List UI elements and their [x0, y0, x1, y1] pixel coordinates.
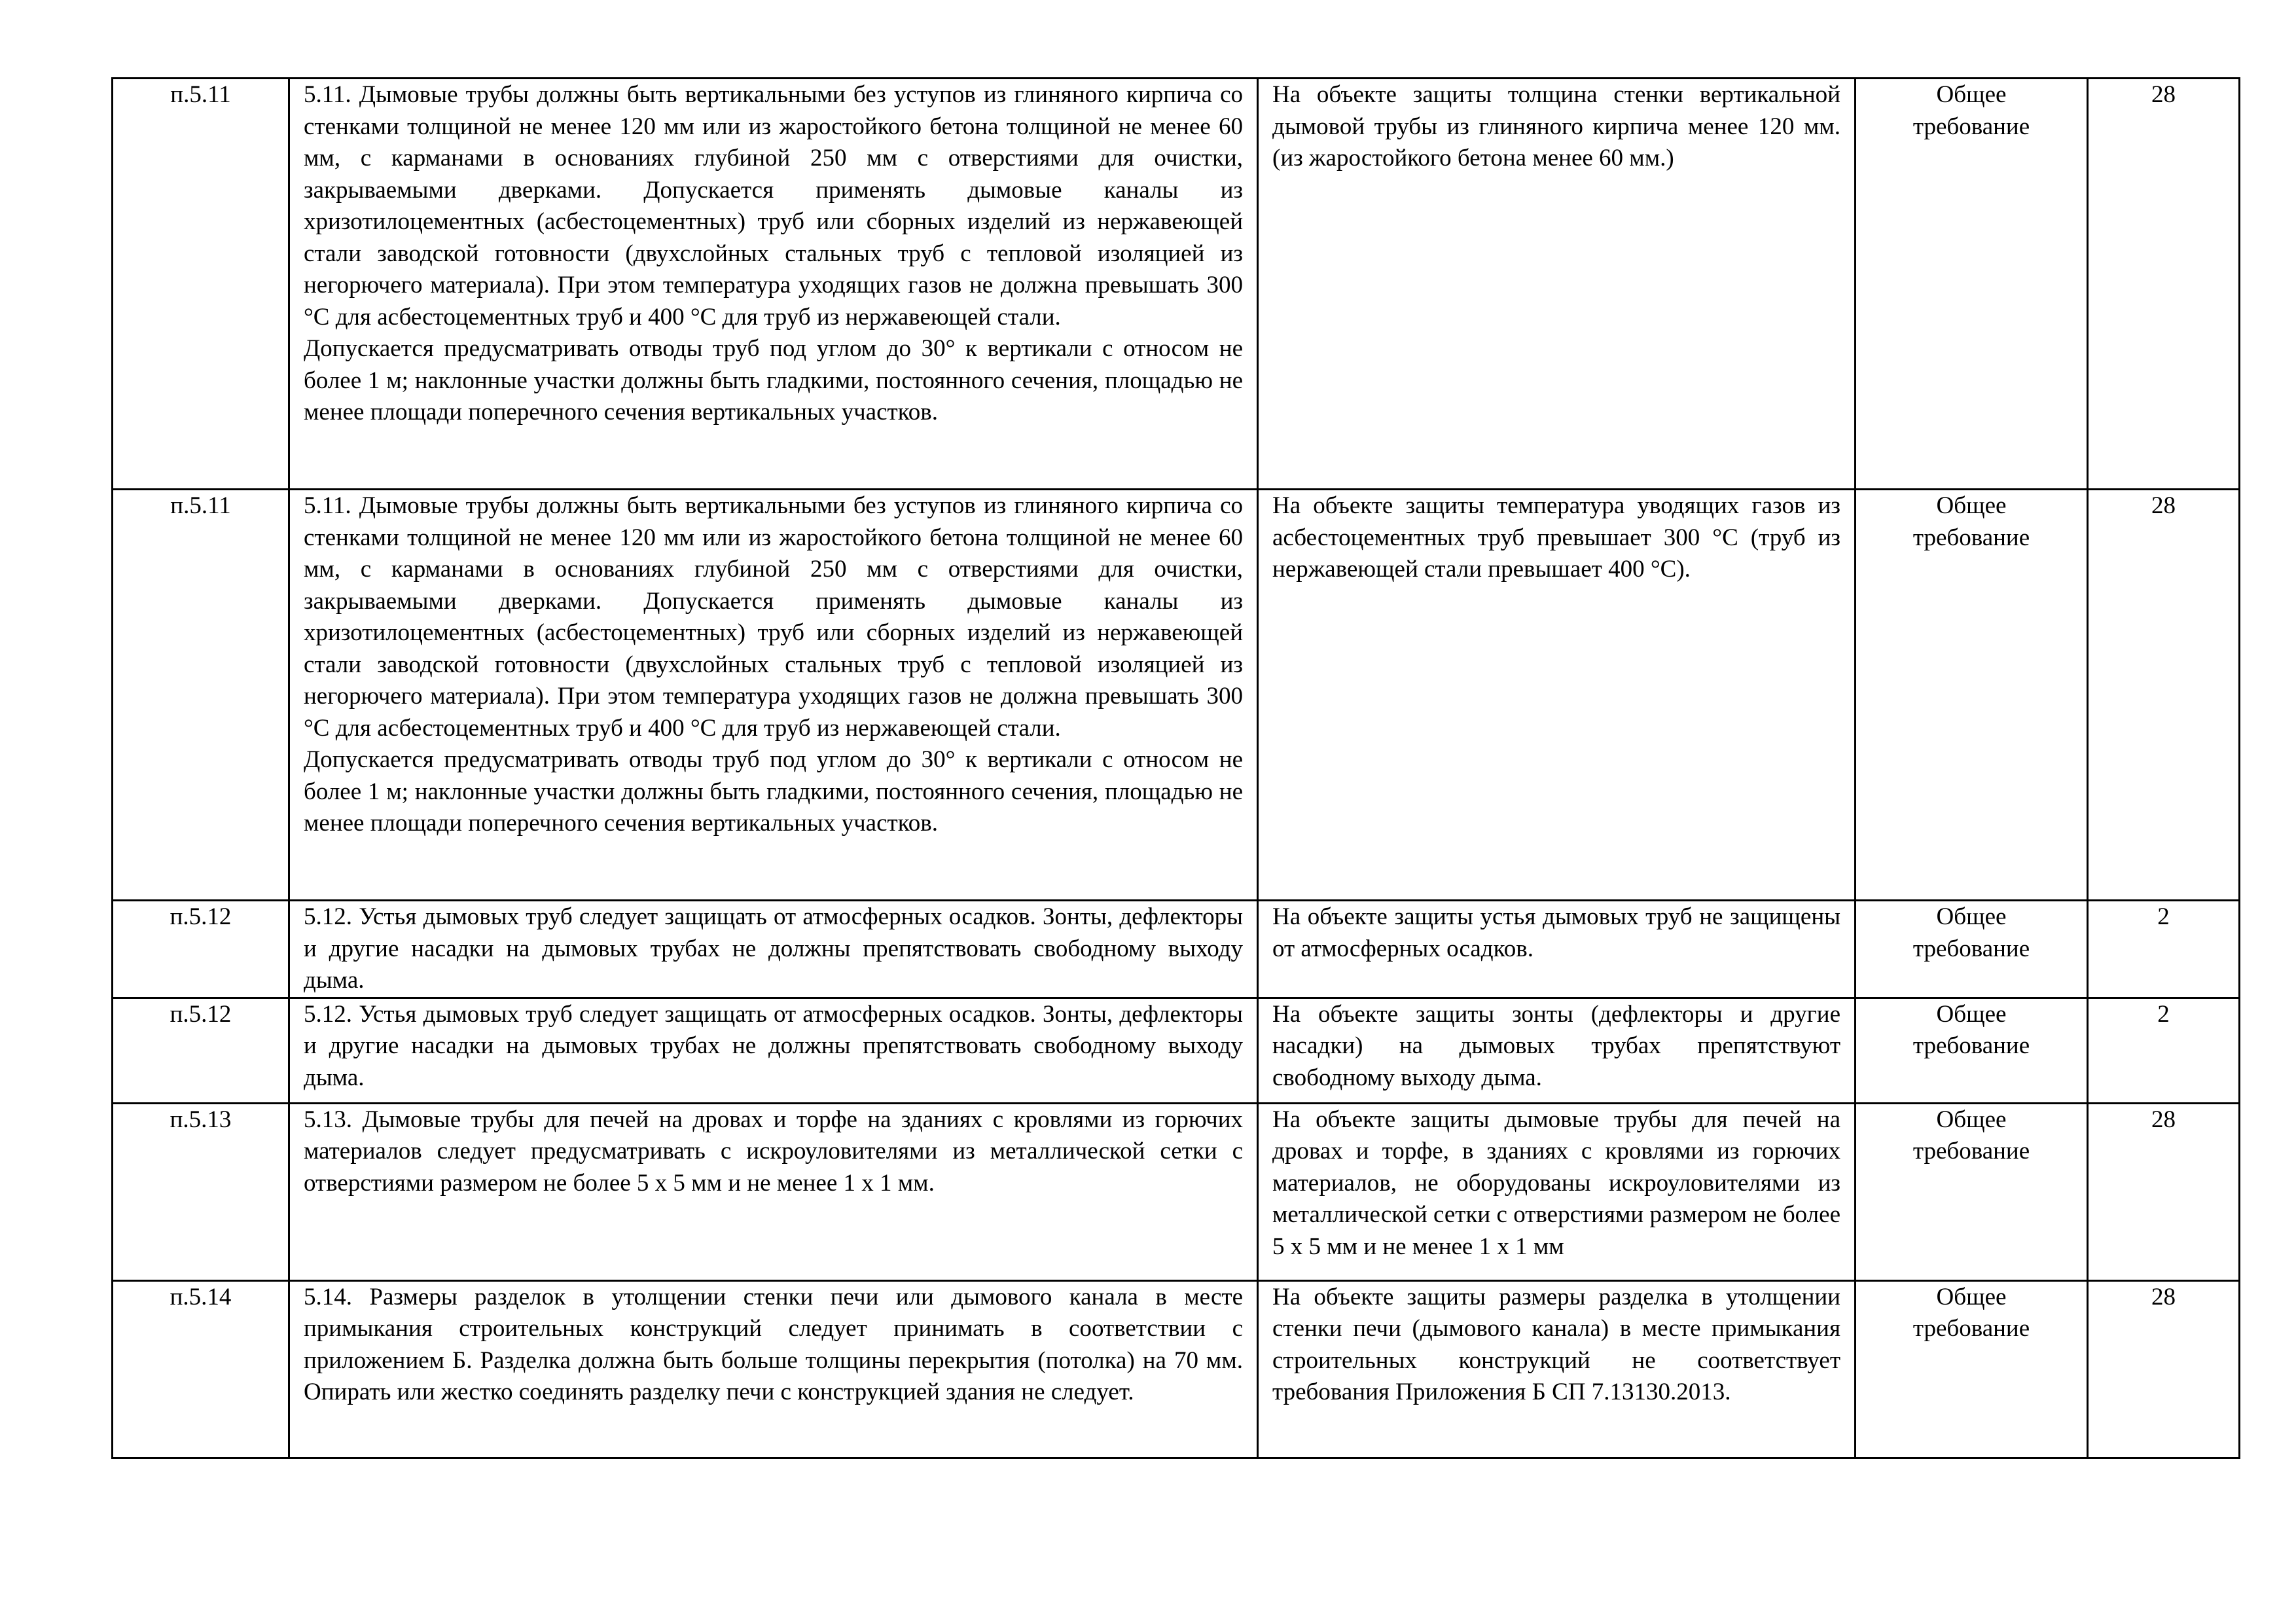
- number-cell: 28: [2088, 1103, 2240, 1280]
- requirement-type-line1: Общее: [1936, 492, 2007, 519]
- clause-ref-cell: п.5.14: [113, 1280, 289, 1458]
- requirement-type-cell: [1856, 998, 2088, 1103]
- clause-ref-cell: п.5.11: [113, 490, 289, 901]
- requirement-type-line2: требование: [1912, 1032, 2030, 1059]
- number-cell: 28: [2088, 490, 2240, 901]
- norm-text-cell: 5.13. Дымовые трубы для печей на дровах и торфе на зданиях с кровлями из горючих материалов следует предусматривать с искроуловителями из металлической сетки с отверстиями размером не более 5 х 5 мм и не менее 1 х 1 мм.: [289, 1103, 1258, 1280]
- norm-text-cell: 5.11. Дымовые трубы должны быть вертикальными без уступов из глиняного кирпича со стенками толщиной не менее 120 мм или из жаростойкого бетона толщиной не менее 60 мм, с карманами в основаниях глубиной 250 мм с отверстиями для очистки, закрываемыми дверками. Допускается применять дымовые каналы из хризотилоцементных (асбестоцементных) труб или сборных изделий из нержавеющей стали заводской готовности (двухслойных стальных труб с тепловой изоляцией из негорючего материала). При этом температура уходящих газов не должна превышать 300 °С для асбестоцементных труб и 400 °С для труб из нержавеющей стали. Допускается предусматривать отводы труб под углом до 30° к вертикали с относом не более 1 м; наклонные участки должны быть гладкими, постоянного сечения, площадью не менее площади поперечного сечения вертикальных участков.: [289, 79, 1258, 490]
- requirement-type-line1: Общее: [1936, 903, 2007, 930]
- clause-ref-cell: п.5.13: [113, 1103, 289, 1280]
- requirement-type-cell: [1856, 490, 2088, 901]
- violation-text-cell: На объекте защиты дымовые трубы для печей на дровах и торфе, в зданиях с кровлями из горючих материалов, не оборудованы искроуловителями из металлической сетки с отверстиями размером не более 5 х 5 мм и не менее 1 х 1 мм: [1258, 1103, 1856, 1280]
- requirement-type-line2: требование: [1912, 524, 2030, 551]
- number-cell: 28: [2088, 1280, 2240, 1458]
- table-row: [113, 490, 2240, 901]
- requirement-type-line2: требование: [1912, 113, 2030, 140]
- requirement-type-line1: Общее: [1936, 1283, 2007, 1310]
- requirement-type-line1: Общее: [1936, 1106, 2007, 1133]
- requirement-type-line2: требование: [1912, 1315, 2030, 1342]
- norm-text-cell: 5.14. Размеры разделок в утолщении стенки печи или дымового канала в месте примыкания строительных конструкций следует принимать в соответствии с приложением Б. Разделка должна быть больше толщины перекрытия (потолка) на 70 мм. Опирать или жестко соединять разделку печи с конструкцией здания не следует.: [289, 1280, 1258, 1458]
- requirement-type-line2: требование: [1912, 935, 2030, 962]
- violation-text-cell: На объекте защиты размеры разделка в утолщении стенки печи (дымового канала) в месте примыкания строительных конструкций не соответствует требования Приложения Б СП 7.13130.2013.: [1258, 1280, 1856, 1458]
- violation-text-cell: На объекте защиты толщина стенки вертикальной дымовой трубы из глиняного кирпича менее 120 мм. (из жаростойкого бетона менее 60 мм.): [1258, 79, 1856, 490]
- norm-text-cell: 5.12. Устья дымовых труб следует защищать от атмосферных осадков. Зонты, дефлекторы и другие насадки на дымовых трубах не должны препятствовать свободному выходу дыма.: [289, 901, 1258, 998]
- requirement-type-cell: [1856, 1103, 2088, 1280]
- table-row: [113, 1280, 2240, 1458]
- requirement-type-cell: [1856, 901, 2088, 998]
- requirement-type-line1: Общее: [1936, 1000, 2007, 1028]
- requirement-type-cell: [1856, 79, 2088, 490]
- table-row: [113, 998, 2240, 1103]
- violation-text-cell: На объекте защиты температура уводящих газов из асбестоцементных труб превышает 300 °С (труб из нержавеющей стали превышает 400 °С).: [1258, 490, 1856, 901]
- requirement-type-cell: [1856, 1280, 2088, 1458]
- number-cell: 28: [2088, 79, 2240, 490]
- clause-ref-cell: п.5.11: [113, 79, 289, 490]
- norm-text-cell: 5.11. Дымовые трубы должны быть вертикальными без уступов из глиняного кирпича со стенками толщиной не менее 120 мм или из жаростойкого бетона толщиной не менее 60 мм, с карманами в основаниях глубиной 250 мм с отверстиями для очистки, закрываемыми дверками. Допускается применять дымовые каналы из хризотилоцементных (асбестоцементных) труб или сборных изделий из нержавеющей стали заводской готовности (двухслойных стальных труб с тепловой изоляцией из негорючего материала). При этом температура уходящих газов не должна превышать 300 °С для асбестоцементных труб и 400 °С для труб из нержавеющей стали. Допускается предусматривать отводы труб под углом до 30° к вертикали с относом не более 1 м; наклонные участки должны быть гладкими, постоянного сечения, площадью не менее площади поперечного сечения вертикальных участков.: [289, 490, 1258, 901]
- violation-text-cell: На объекте защиты зонты (дефлекторы и другие насадки) на дымовых трубах препятствуют свободному выходу дыма.: [1258, 998, 1856, 1103]
- violation-text-cell: На объекте защиты устья дымовых труб не защищены от атмосферных осадков.: [1258, 901, 1856, 998]
- number-cell: 2: [2088, 901, 2240, 998]
- number-cell: 2: [2088, 998, 2240, 1103]
- clause-ref-cell: п.5.12: [113, 901, 289, 998]
- table-row: [113, 901, 2240, 998]
- requirements-table: [111, 77, 2240, 1459]
- norm-text-cell: 5.12. Устья дымовых труб следует защищать от атмосферных осадков. Зонты, дефлекторы и другие насадки на дымовых трубах не должны препятствовать свободному выходу дыма.: [289, 998, 1258, 1103]
- table-row: [113, 1103, 2240, 1280]
- table-row: [113, 79, 2240, 490]
- clause-ref-cell: п.5.12: [113, 998, 289, 1103]
- requirement-type-line2: требование: [1912, 1138, 2030, 1164]
- requirement-type-line1: Общее: [1936, 81, 2007, 108]
